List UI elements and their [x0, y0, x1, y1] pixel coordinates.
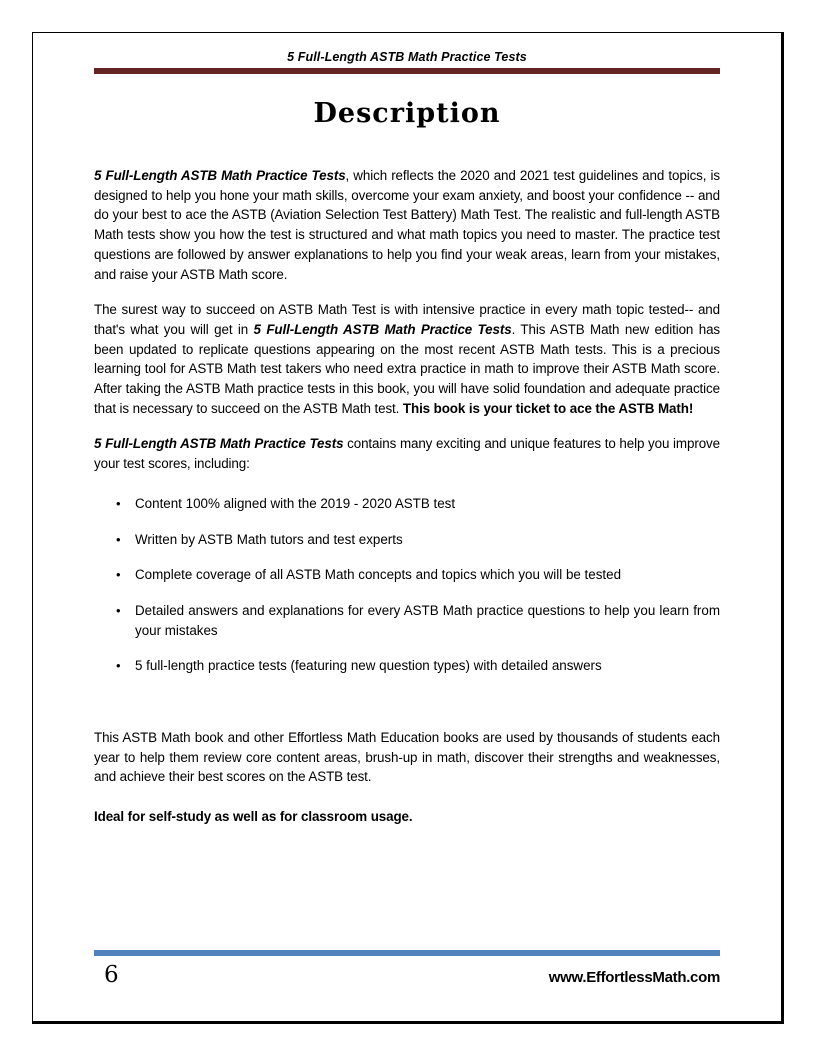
bullet-item: [94, 656, 720, 676]
page-title: Description: [313, 98, 501, 129]
bullet-item-text: Complete coverage of all ASTB Math concepts and topics which you will be tested: [135, 567, 622, 583]
page-footer: [94, 950, 720, 988]
bullet-icon: •: [116, 531, 121, 547]
closing-paragraph-2: Ideal for self-study as well as for classroom usage.: [94, 809, 413, 825]
bullet-icon: •: [116, 567, 121, 583]
bullet-icon: •: [116, 658, 121, 674]
bullet-icon: •: [116, 602, 121, 618]
bullet-item-text: Written by ASTB Math tutors and test experts: [135, 531, 403, 547]
feature-bullet-list: [94, 494, 720, 676]
page-content: [94, 33, 720, 843]
bullet-icon: •: [116, 495, 121, 511]
bullet-item: [94, 494, 720, 514]
page-number: 6: [104, 962, 119, 988]
bullet-item: [94, 601, 720, 640]
intro-paragraph-2: The surest way to succeed on ASTB Math Test is with intensive practice in every math topic tested-- and that's what you will get in 5 Full-Length ASTB Math Practice Tests. This ASTB Math new edition has been updated to replicate questions appearing on the most recent ASTB Math tests. This is a precious learning tool for ASTB Math test takers who need extra practice in math to improve their ASTB Math score. After taking the ASTB Math practice tests in this book, you will have solid foundation and adequate practice that is necessary to succeed on the ASTB Math test. This book is your ticket to ace the ASTB Math!: [94, 302, 721, 416]
bullet-item-text: Detailed answers and explanations for every ASTB Math practice questions to help you learn from your mistakes: [135, 602, 720, 638]
closing-paragraph-1: This ASTB Math book and other Effortless Math Education books are used by thousands of students each year to help them review core content areas, brush-up in math, discover their strengths and weaknesses, and achieve their best scores on the ASTB test.: [94, 730, 720, 785]
bullet-item-text: Content 100% aligned with the 2019 - 2020 ASTB test: [135, 495, 456, 511]
footer-rule: [94, 950, 720, 956]
header-rule: [94, 68, 720, 74]
footer-row: [94, 962, 720, 988]
bullet-item-text: 5 full-length practice tests (featuring new question types) with detailed answers: [135, 658, 602, 674]
page-border: [32, 32, 784, 1024]
intro-paragraph-1: 5 Full-Length ASTB Math Practice Tests, which reflects the 2020 and 2021 test guidelines and topics, is designed to help you hone your math skills, overcome your exam anxiety, and boost your confidence -- and do your best to ace the ASTB (Aviation Selection Test Battery) Math Test. The realistic and full-length ASTB Math tests show you how the test is structured and what math topics you need to master. The practice test questions are followed by answer explanations to help you find your weak areas, learn from your mistakes, and raise your ASTB Math score.: [94, 168, 720, 282]
bullet-item: [94, 530, 720, 550]
website-link[interactable]: www.EffortlessMath.com: [548, 969, 720, 986]
running-header: 5 Full-Length ASTB Math Practice Tests: [287, 50, 527, 64]
bullet-item: [94, 565, 720, 585]
intro-paragraph-3: 5 Full-Length ASTB Math Practice Tests contains many exciting and unique features to help you improve your test scores, including:: [94, 436, 720, 472]
